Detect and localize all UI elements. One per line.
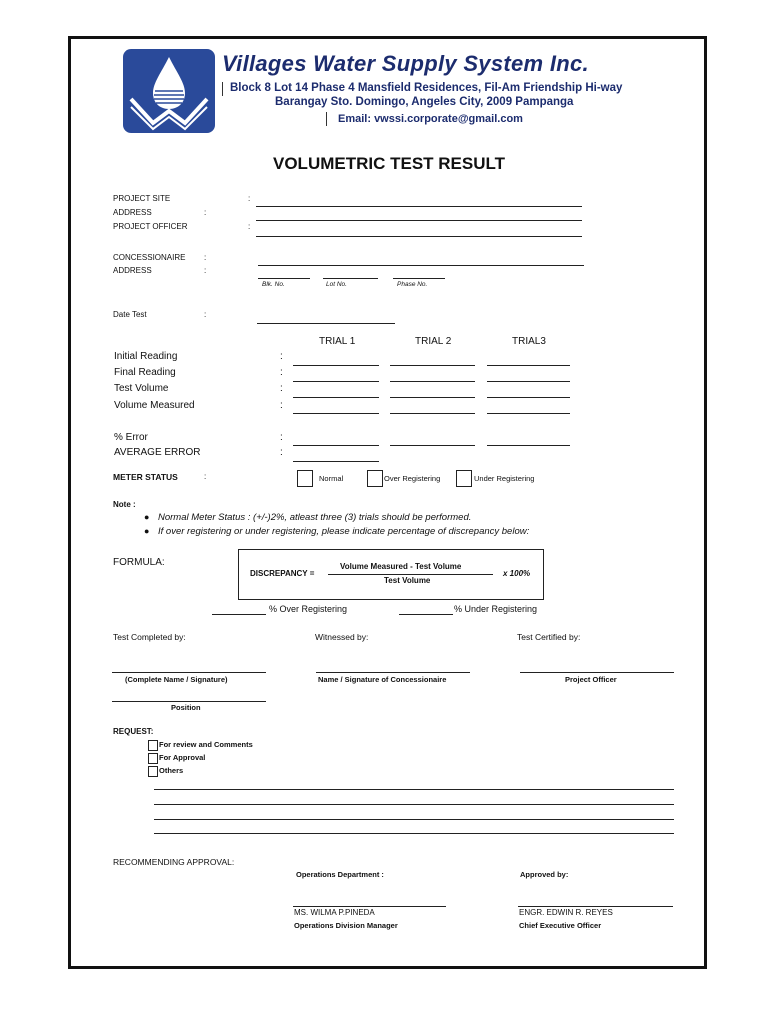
ops-signature-line[interactable] [293, 906, 446, 907]
header-bar [222, 82, 223, 96]
blk-caption: Blk. No. [262, 281, 285, 288]
colon: : [280, 367, 283, 378]
colon: : [204, 253, 207, 262]
review-checkbox[interactable] [148, 740, 158, 751]
trial-1-header: TRIAL 1 [319, 336, 356, 347]
colon: : [280, 383, 283, 394]
approval-label: For Approval [159, 753, 206, 762]
ops-manager-name: MS. WILMA P.PINEDA [294, 908, 375, 917]
project-site-line[interactable] [256, 206, 582, 207]
test-certified-by-label: Test Certified by: [517, 632, 581, 642]
ops-manager-title: Operations Division Manager [294, 921, 398, 930]
company-address-line2: Barangay Sto. Domingo, Angeles City, 2009 Pampanga [275, 96, 574, 108]
over-registering-line[interactable] [212, 614, 266, 615]
remarks-line[interactable] [154, 789, 674, 790]
project-address-label: ADDRESS [113, 208, 152, 217]
phase-caption: Phase No. [397, 281, 428, 288]
witnessed-by-label: Witnessed by: [315, 632, 369, 642]
volmeas-trial3-line[interactable] [487, 413, 570, 414]
lot-line[interactable] [323, 278, 378, 279]
concessionaire-signature-caption: Name / Signature of Concessionaire [318, 675, 447, 684]
formula-denominator: Test Volume [384, 576, 431, 585]
date-test-line[interactable] [257, 323, 395, 324]
concessionaire-address-label: ADDRESS [113, 266, 152, 275]
percent-error-label: % Error [114, 432, 148, 443]
initial-trial1-line[interactable] [293, 365, 379, 366]
company-name: Villages Water Supply System Inc. [222, 51, 589, 76]
trial-2-header: TRIAL 2 [415, 336, 452, 347]
complete-name-caption: (Complete Name / Signature) [125, 675, 228, 684]
testvol-trial3-line[interactable] [487, 397, 570, 398]
ceo-name: ENGR. EDWIN R. REYES [519, 908, 613, 917]
position-line[interactable] [112, 701, 266, 702]
under-registering-checkbox[interactable] [456, 470, 472, 487]
note-label: Note : [113, 500, 136, 509]
company-email: Email: vwssi.corporate@gmail.com [338, 113, 523, 125]
ceo-signature-line[interactable] [518, 906, 673, 907]
colon: : [280, 447, 283, 458]
over-registering-label: Over Registering [384, 474, 441, 483]
final-trial2-line[interactable] [390, 381, 475, 382]
others-checkbox[interactable] [148, 766, 158, 777]
request-label: REQUEST: [113, 727, 154, 736]
formula-fraction-bar [328, 574, 493, 575]
remarks-line[interactable] [154, 819, 674, 820]
project-address-line[interactable] [256, 220, 582, 221]
approval-checkbox[interactable] [148, 753, 158, 764]
test-completed-by-label: Test Completed by: [113, 632, 186, 642]
certified-signature-line[interactable] [520, 672, 674, 673]
formula-multiplier: x 100% [503, 569, 531, 578]
project-site-label: PROJECT SITE [113, 194, 171, 203]
testvol-trial2-line[interactable] [390, 397, 475, 398]
under-registering-label: Under Registering [474, 474, 535, 483]
colon: : [248, 222, 251, 231]
final-trial3-line[interactable] [487, 381, 570, 382]
operations-department-label: Operations Department : [296, 870, 384, 879]
colon: : [280, 351, 283, 362]
initial-trial2-line[interactable] [390, 365, 475, 366]
test-volume-label: Test Volume [114, 383, 169, 394]
error-trial2-line[interactable] [390, 445, 475, 446]
note-item: If over registering or under registering, please indicate percentage of discrepancy below: [158, 526, 530, 537]
project-officer-line[interactable] [256, 236, 582, 237]
formula-label: FORMULA: [113, 557, 165, 568]
colon: : [204, 208, 207, 217]
note-item: Normal Meter Status : (+/-)2%, atleast three (3) trials should be performed. [158, 512, 472, 523]
project-officer-label: PROJECT OFFICER [113, 222, 188, 231]
initial-reading-label: Initial Reading [114, 351, 178, 362]
final-reading-label: Final Reading [114, 367, 176, 378]
concessionaire-label: CONCESSIONAIRE [113, 253, 186, 262]
volmeas-trial2-line[interactable] [390, 413, 475, 414]
final-trial1-line[interactable] [293, 381, 379, 382]
colon: : [204, 266, 207, 275]
recommending-approval-label: RECOMMENDING APPROVAL: [113, 857, 235, 867]
volmeas-trial1-line[interactable] [293, 413, 379, 414]
blk-line[interactable] [258, 278, 310, 279]
company-logo [123, 49, 215, 133]
bullet-icon: ● [144, 512, 150, 522]
average-error-line[interactable] [293, 461, 379, 462]
normal-label: Normal [319, 474, 344, 483]
under-registering-percent-label: % Under Registering [454, 604, 538, 614]
colon: : [204, 310, 207, 319]
document-title: VOLUMETRIC TEST RESULT [273, 154, 506, 173]
colon: : [248, 194, 251, 203]
remarks-line[interactable] [154, 804, 674, 805]
date-test-label: Date Test [113, 310, 147, 319]
initial-trial3-line[interactable] [487, 365, 570, 366]
error-trial1-line[interactable] [293, 445, 379, 446]
concessionaire-line[interactable] [258, 265, 584, 266]
others-label: Others [159, 766, 184, 775]
colon: : [280, 432, 283, 443]
volume-measured-label: Volume Measured [114, 400, 195, 411]
project-officer-caption: Project Officer [565, 675, 617, 684]
average-error-label: AVERAGE ERROR [114, 447, 201, 458]
header-bar [326, 112, 327, 126]
discrepancy-label: DISCREPANCY = [250, 569, 315, 578]
formula-numerator: Volume Measured - Test Volume [340, 562, 462, 571]
over-registering-checkbox[interactable] [367, 470, 383, 487]
phase-line[interactable] [393, 278, 445, 279]
review-label: For review and Comments [159, 740, 253, 749]
lot-caption: Lot No. [326, 281, 347, 288]
normal-checkbox[interactable] [297, 470, 313, 487]
company-address-line1: Block 8 Lot 14 Phase 4 Mansfield Residences, Fil-Am Friendship Hi-way [230, 82, 623, 94]
witness-signature-line[interactable] [316, 672, 470, 673]
document-border [68, 36, 707, 969]
meter-status-label: METER STATUS [113, 472, 178, 482]
colon: : [204, 472, 207, 481]
remarks-line[interactable] [154, 833, 674, 834]
over-registering-percent-label: % Over Registering [269, 604, 348, 614]
error-trial3-line[interactable] [487, 445, 570, 446]
colon: : [280, 400, 283, 411]
position-caption: Position [171, 703, 201, 712]
trial-3-header: TRIAL3 [512, 336, 546, 347]
testvol-trial1-line[interactable] [293, 397, 379, 398]
ceo-title: Chief Executive Officer [519, 921, 602, 930]
under-registering-line[interactable] [399, 614, 453, 615]
completed-signature-line[interactable] [112, 672, 266, 673]
bullet-icon: ● [144, 526, 150, 536]
approved-by-label: Approved by: [520, 870, 569, 879]
